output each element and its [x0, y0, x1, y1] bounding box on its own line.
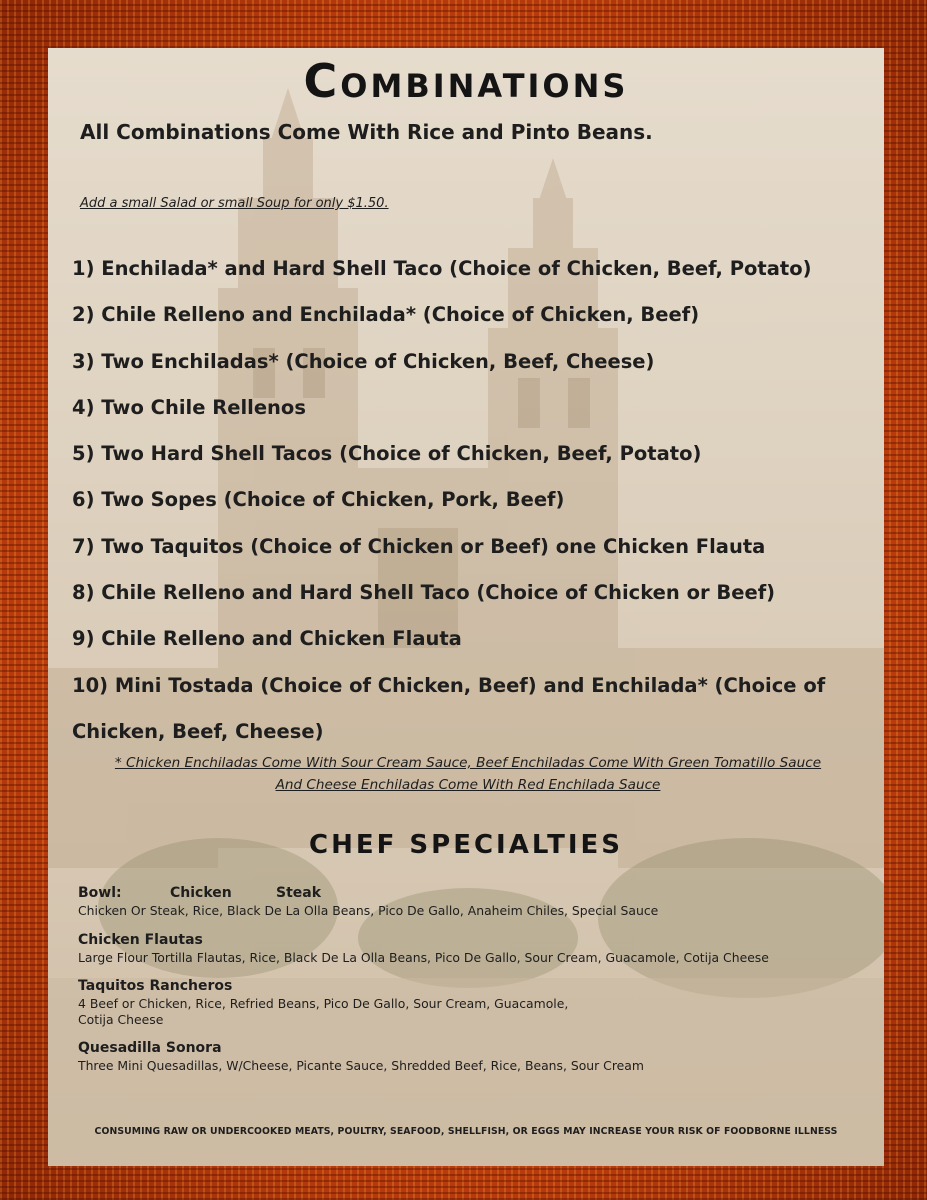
combinations-list: [72, 246, 872, 755]
specialty-description: 4 Beef or Chicken, Rice, Refried Beans, Pico De Gallo, Sour Cream, Guacamole,: [78, 996, 569, 1011]
menu-panel: [48, 48, 884, 1166]
menu-content: [48, 48, 884, 1166]
specialty-description: Chicken Or Steak, Rice, Black De La Olla Beans, Pico De Gallo, Anaheim Chiles, Special Sauce: [78, 903, 659, 918]
bowl-option: Chicken: [170, 885, 232, 901]
combo-item: 10) Mini Tostada (Choice of Chicken, Beef) and Enchilada* (Choice of Chicken, Beef, Cheese): [72, 673, 826, 743]
specialty-description: Large Flour Tortilla Flautas, Rice, Black De La Olla Beans, Pico De Gallo, Sour Cream, Guacamole, Cotija Cheese: [78, 950, 769, 965]
bowl-name: Bowl:: [78, 885, 122, 901]
specialty-quesadilla-sonora: [78, 1039, 868, 1074]
bowl-option: Steak: [276, 885, 322, 901]
specialty-bowl: [78, 884, 868, 919]
page-title: Combinations: [303, 54, 629, 108]
specialty-description: Three Mini Quesadillas, W/Cheese, Picante Sauce, Shredded Beef, Rice, Beans, Sour Cream: [78, 1058, 644, 1073]
combo-item: 5) Two Hard Shell Tacos (Choice of Chicken, Beef, Potato): [72, 442, 702, 466]
chef-specialties-title: CHEF SPECIALTIES: [309, 830, 623, 860]
specialty-description: Cotija Cheese: [78, 1012, 164, 1027]
specialty-taquitos-rancheros: [78, 977, 868, 1028]
specialty-name: Quesadilla Sonora: [78, 1040, 222, 1056]
enchilada-sauce-footnote: [68, 752, 868, 796]
specialty-name: Chicken Flautas: [78, 932, 203, 948]
specialty-chicken-flautas: [78, 931, 868, 966]
combo-item: 9) Chile Relleno and Chicken Flauta: [72, 627, 462, 651]
foodborne-illness-warning: CONSUMING RAW OR UNDERCOOKED MEATS, POULTRY, SEAFOOD, SHELLFISH, OR EGGS MAY INCREASE YOUR RISK OF FOODBORNE ILLNESS: [94, 1126, 838, 1137]
combinations-subtitle: All Combinations Come With Rice and Pinto Beans.: [80, 120, 653, 144]
footnote-line: * Chicken Enchiladas Come With Sour Cream Sauce, Beef Enchiladas Come With Green Tomatillo Sauce: [114, 755, 822, 771]
combo-item: 8) Chile Relleno and Hard Shell Taco (Choice of Chicken or Beef): [72, 581, 776, 605]
combo-item: 2) Chile Relleno and Enchilada* (Choice of Chicken, Beef): [72, 303, 700, 327]
bowl-header: [78, 884, 868, 903]
combo-item: 6) Two Sopes (Choice of Chicken, Pork, Beef): [72, 488, 565, 512]
combo-item: 7) Two Taquitos (Choice of Chicken or Beef) one Chicken Flauta: [72, 534, 766, 558]
addon-note: Add a small Salad or small Soup for only $1.50.: [80, 196, 389, 211]
combo-item: 4) Two Chile Rellenos: [72, 395, 306, 419]
combo-item: 3) Two Enchiladas* (Choice of Chicken, Beef, Cheese): [72, 349, 655, 373]
footnote-line: And Cheese Enchiladas Come With Red Enchilada Sauce: [275, 777, 661, 793]
combo-item: 1) Enchilada* and Hard Shell Taco (Choice of Chicken, Beef, Potato): [72, 257, 812, 280]
specialty-name: Taquitos Rancheros: [78, 978, 233, 994]
